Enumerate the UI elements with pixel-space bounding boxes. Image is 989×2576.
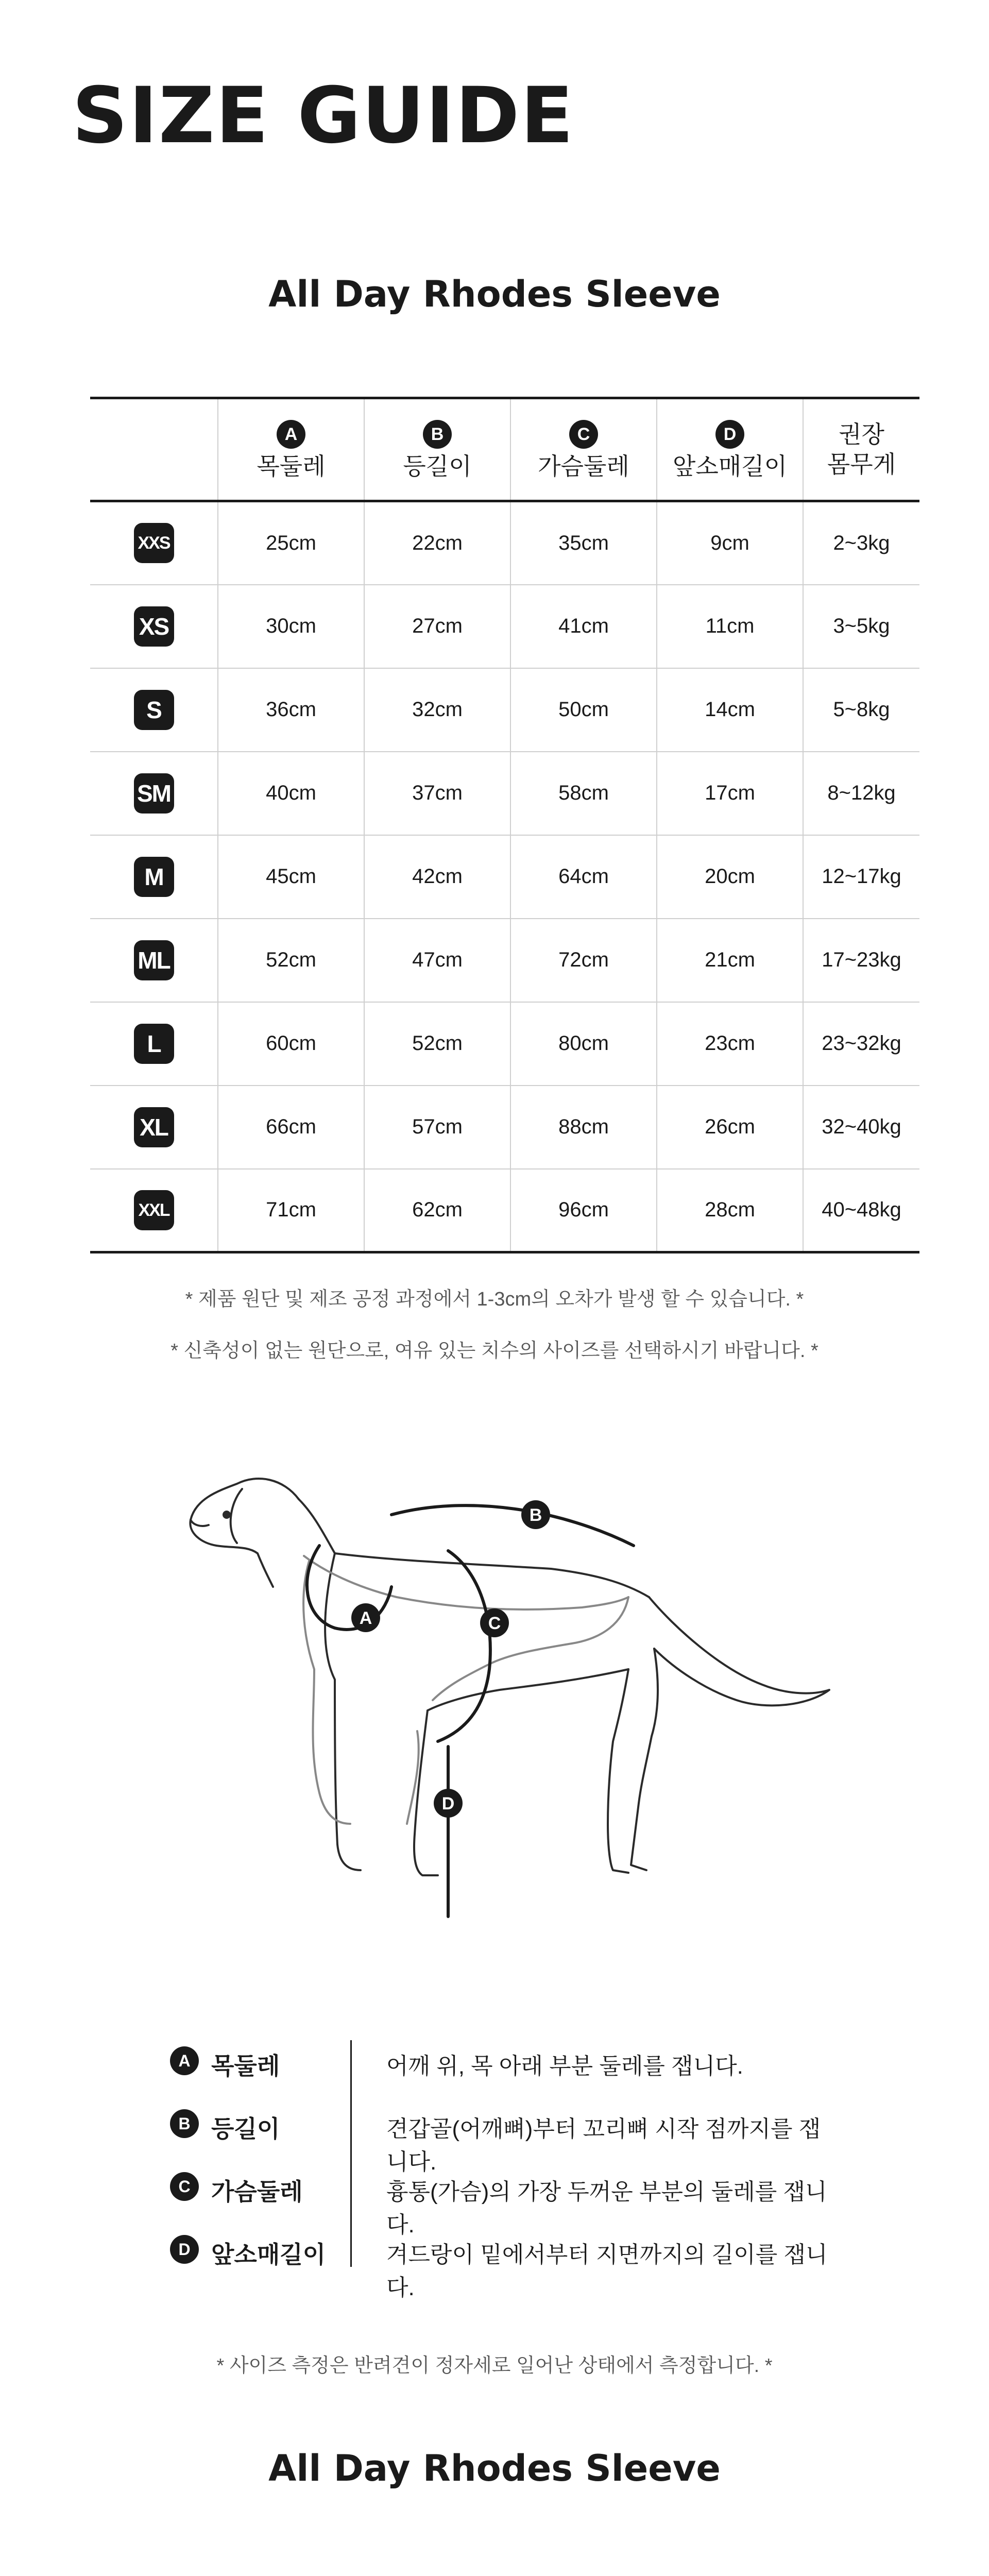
legend-letter-icon: C (170, 2172, 199, 2201)
letter-c-icon: C (569, 420, 598, 449)
weight-header-line2: 몸무게 (827, 450, 896, 478)
measurement-cell: 64cm (510, 835, 657, 919)
weight-header-line1: 권장 (839, 421, 884, 448)
table-header-neck (218, 398, 364, 501)
measurement-cell: 5~8kg (803, 668, 919, 752)
measurement-cell: 80cm (510, 1002, 657, 1086)
column-label: 등길이 (403, 453, 472, 480)
size-badge: ML (134, 940, 174, 980)
letter-a-icon: A (277, 420, 305, 449)
table-row (90, 1169, 919, 1252)
legend-letter-icon: D (170, 2235, 199, 2264)
legend-letter-icon: B (170, 2109, 199, 2138)
size-cell (90, 668, 218, 752)
measurement-cell: 52cm (218, 919, 364, 1002)
diagram-letter-b: B (529, 1505, 542, 1525)
table-header-row (90, 398, 919, 501)
measurement-cell: 11cm (657, 585, 803, 668)
size-badge: S (134, 690, 174, 730)
diagram-letter-d: D (441, 1794, 455, 1814)
table-row (90, 1002, 919, 1086)
legend-description: 겨드랑이 밑에서부터 지면까지의 길이를 잽니다. (386, 2242, 828, 2300)
size-cell (90, 1169, 218, 1252)
dog-measurement-diagram (180, 1443, 891, 1958)
legend-description: 어깨 위, 목 아래 부분 둘레를 잽니다. (386, 2054, 743, 2079)
measurement-cell: 96cm (510, 1169, 657, 1252)
measurement-cell: 57cm (364, 1086, 510, 1169)
diagram-letter-c: C (488, 1614, 501, 1633)
size-cell (90, 835, 218, 919)
measurement-cell: 28cm (657, 1169, 803, 1252)
size-badge: XL (134, 1107, 174, 1147)
size-cell (90, 585, 218, 668)
diagram-letter-a: A (359, 1608, 372, 1628)
size-cell (90, 919, 218, 1002)
measurement-cell: 50cm (510, 668, 657, 752)
size-cell (90, 752, 218, 835)
legend-description: 견갑골(어깨뼈)부터 꼬리뼈 시작 점까지를 잽니다. (386, 2116, 821, 2175)
measurement-cell: 25cm (218, 501, 364, 585)
measurement-cell: 27cm (364, 585, 510, 668)
measurement-cell: 17~23kg (803, 919, 919, 1002)
measurement-cell: 47cm (364, 919, 510, 1002)
measurement-cell: 23~32kg (803, 1002, 919, 1086)
tolerance-note: * 제품 원단 및 제조 공정 과정에서 1-3cm의 오차가 발생 할 수 있습니다. * (185, 1289, 804, 1310)
table-row (90, 919, 919, 1002)
table-row (90, 752, 919, 835)
legend-item (170, 2166, 840, 2238)
measurement-cell: 2~3kg (803, 501, 919, 585)
dog-outline (190, 1479, 829, 1875)
size-badge: L (134, 1024, 174, 1064)
product-title-2: All Day Rhodes Sleeve (268, 2447, 721, 2489)
measurement-cell: 88cm (510, 1086, 657, 1169)
measurement-arrows (307, 1505, 634, 1917)
measurement-cell: 62cm (364, 1169, 510, 1252)
measurement-cell: 58cm (510, 752, 657, 835)
size-cell (90, 1002, 218, 1086)
measurement-cell: 66cm (218, 1086, 364, 1169)
measurement-cell: 17cm (657, 752, 803, 835)
legend-item (170, 2103, 840, 2175)
size-badge: XXS (134, 523, 174, 563)
legend-name: 가슴둘레 (211, 2178, 303, 2205)
column-label: 앞소매길이 (672, 453, 788, 480)
letter-b-icon: B (423, 420, 452, 449)
measurement-cell: 72cm (510, 919, 657, 1002)
measurement-labels (351, 1500, 550, 1818)
column-label: 가슴둘레 (538, 453, 629, 480)
size-table (90, 397, 919, 1253)
measurement-cell: 52cm (364, 1002, 510, 1086)
measurement-cell: 35cm (510, 501, 657, 585)
measurement-cell: 37cm (364, 752, 510, 835)
table-row (90, 501, 919, 585)
size-badge: SM (134, 773, 174, 814)
size-cell (90, 501, 218, 585)
legend-name: 등길이 (211, 2115, 280, 2142)
measurement-cell: 26cm (657, 1086, 803, 1169)
table-header-size (90, 398, 218, 501)
size-cell (90, 1086, 218, 1169)
measure-note: * 사이즈 측정은 반려견이 정자세로 일어난 상태에서 측정합니다. * (216, 2355, 773, 2377)
legend-letter-icon: A (170, 2046, 199, 2075)
table-row (90, 1086, 919, 1169)
measurement-cell: 9cm (657, 501, 803, 585)
table-header-back (364, 398, 510, 501)
measurement-cell: 30cm (218, 585, 364, 668)
fabric-note: * 신축성이 없는 원단으로, 여유 있는 치수의 사이즈를 선택하시기 바랍니다. * (170, 1340, 819, 1362)
measurement-cell: 8~12kg (803, 752, 919, 835)
legend-item (170, 2229, 840, 2300)
table-row (90, 668, 919, 752)
measurement-cell: 71cm (218, 1169, 364, 1252)
measurement-cell: 32cm (364, 668, 510, 752)
size-badge: M (134, 857, 174, 897)
size-badge: XS (134, 606, 174, 647)
column-label: 목둘레 (257, 453, 326, 480)
legend-description: 흉통(가슴)의 가장 두꺼운 부분의 둘레를 잽니다. (386, 2179, 827, 2238)
page-title: SIZE GUIDE (72, 71, 575, 161)
measurement-cell: 45cm (218, 835, 364, 919)
measurement-cell: 14cm (657, 668, 803, 752)
table-row (90, 835, 919, 919)
legend-item (170, 2040, 840, 2087)
table-header-chest (510, 398, 657, 501)
measurement-cell: 32~40kg (803, 1086, 919, 1169)
measurement-cell: 36cm (218, 668, 364, 752)
measurement-cell: 42cm (364, 835, 510, 919)
measurement-cell: 22cm (364, 501, 510, 585)
measurement-cell: 41cm (510, 585, 657, 668)
table-row (90, 585, 919, 668)
measurement-cell: 12~17kg (803, 835, 919, 919)
measurement-cell: 23cm (657, 1002, 803, 1086)
legend-name: 앞소매길이 (211, 2241, 326, 2268)
measurement-cell: 21cm (657, 919, 803, 1002)
table-header-weight (803, 398, 919, 501)
measurement-cell: 3~5kg (803, 585, 919, 668)
measurement-cell: 60cm (218, 1002, 364, 1086)
measurement-cell: 20cm (657, 835, 803, 919)
legend-name: 목둘레 (211, 2053, 280, 2079)
measurement-cell: 40~48kg (803, 1169, 919, 1252)
letter-d-icon: D (715, 420, 744, 449)
table-header-sleeve (657, 398, 803, 501)
product-title: All Day Rhodes Sleeve (268, 273, 721, 315)
size-badge: XXL (134, 1190, 174, 1230)
measurement-cell: 40cm (218, 752, 364, 835)
